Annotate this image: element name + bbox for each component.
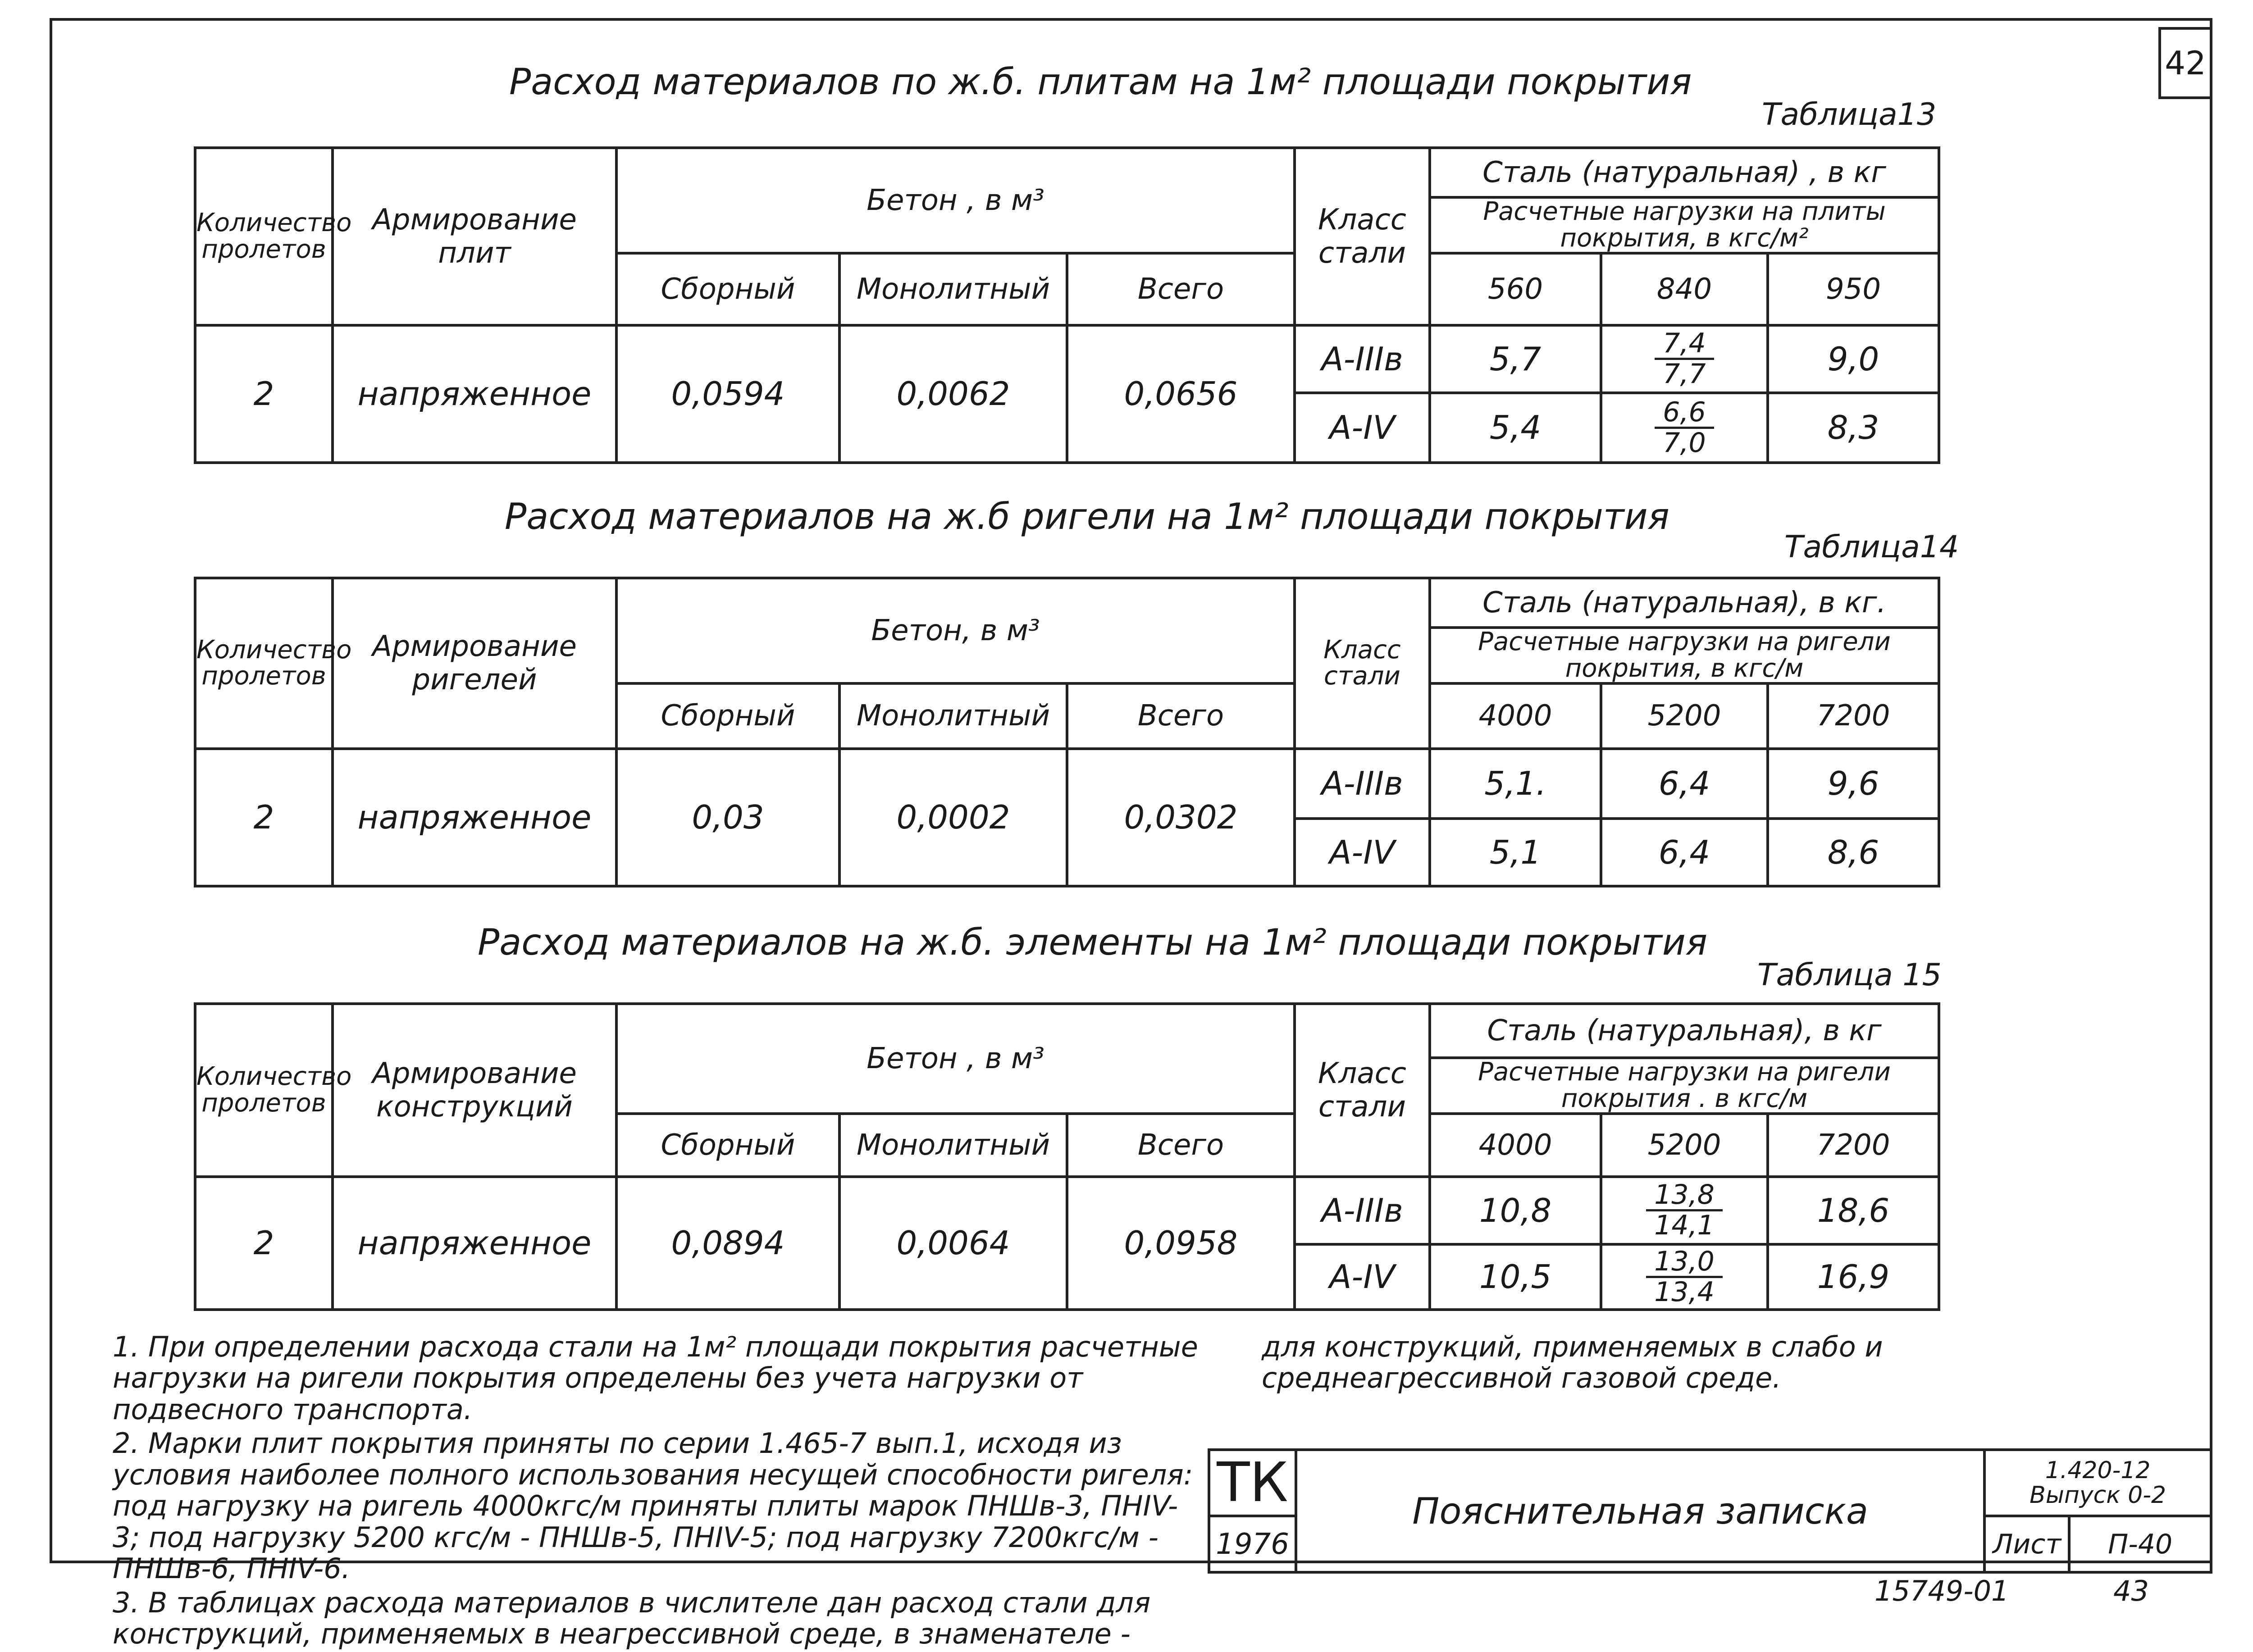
cell-class: А-IV [1295,819,1430,886]
cell-prefab: 0,0894 [616,1177,839,1310]
load-3-header: 950 [1768,253,1939,325]
fraction-numerator: 6,6 [1655,398,1714,429]
col-steel-header: Сталь (натуральная), в кг [1430,1004,1939,1058]
stamp-series [1984,1450,2211,1516]
col-loads-header: Расчетные нагрузки на плиты покрытия, в кгс/м² [1430,197,1939,253]
col-arm-header: Армирование ригелей [333,578,616,749]
footer-number: 43 [2113,1575,2149,1607]
cell-value: 5,1. [1430,749,1601,819]
load-1-header: 4000 [1430,683,1601,749]
cell-mono: 0,0064 [839,1177,1067,1310]
cell-value: 6,4 [1601,819,1768,886]
table15 [194,1002,1940,1311]
cell-value: 5,4 [1430,393,1601,463]
sheet-number: П-40 [2069,1516,2211,1572]
table14-number: Таблица14 [1784,529,1959,565]
cell-arm: напряженное [333,1177,616,1310]
cell-value: 9,0 [1768,325,1939,393]
cell-class: А-IV [1295,1244,1430,1310]
table13 [194,146,1940,464]
cell-prefab: 0,0594 [616,325,839,463]
fraction-numerator: 7,4 [1655,329,1714,360]
cell-prefab: 0,03 [616,749,839,886]
cell-fraction [1601,1244,1768,1310]
cell-total: 0,0656 [1067,325,1295,463]
table14 [194,577,1940,887]
col-concrete-header: Бетон , в м³ [616,1004,1295,1114]
col-class-header: Класс стали [1295,148,1430,325]
note-2: 2. Марки плит покрытия приняты по серии 1.465-7 вып.1, исходя из условия наиболее полного использования несущей способности ригеля: под нагрузку на ригель 4000кгс/м приняты плиты марок ПНШв-3, ПНIV-3; под нагрузку 5200 кгс/м - ПНШв-5, ПНIV-5; под нагрузку 7200кгс/м - ПНШв-6, ПНIV-6. [113,1427,1193,1585]
issue-number: Выпуск 0-2 [2030,1481,2166,1509]
col-arm-header: Армирование плит [333,148,616,325]
cell-class: А-IIIв [1295,325,1430,393]
load-2-header: 840 [1601,253,1768,325]
col-count-header: Количество пролетов [195,1004,333,1177]
table-row [195,1177,1939,1244]
col-concrete-header: Бетон, в м³ [616,578,1295,683]
cell-value: 10,8 [1430,1177,1601,1244]
cell-total: 0,0958 [1067,1177,1295,1310]
footer-code: 15749-01 [1874,1575,2009,1607]
cell-value: 8,3 [1768,393,1939,463]
table15-number: Таблица 15 [1757,957,1942,993]
cell-fraction [1601,393,1768,463]
table14-title: Расход материалов на ж.б ригели на 1м² площади покрытия [505,496,1669,537]
col-class-header: Класс стали [1295,1004,1430,1177]
cell-value: 5,1 [1430,819,1601,886]
fraction-denominator: 14,1 [1654,1210,1715,1242]
col-loads-header: Расчетные нагрузки на ригели покрытия, в кгс/м [1430,628,1939,683]
col-mono-header: Монолитный [839,253,1067,325]
col-arm-header: Армирование конструкций [333,1004,616,1177]
series-number: 1.420-12 [2045,1456,2151,1484]
fraction-numerator: 13,8 [1646,1181,1723,1211]
cell-fraction [1601,1177,1768,1244]
col-total-header: Всего [1067,1114,1295,1177]
sheet-label: Лист [1984,1516,2069,1572]
col-steel-header: Сталь (натуральная) , в кг [1430,148,1939,197]
col-concrete-header: Бетон , в м³ [616,148,1295,253]
page-number: 42 [2158,27,2212,99]
fraction-denominator: 7,7 [1663,358,1706,390]
cell-arm: напряженное [333,325,616,463]
fraction-numerator: 13,0 [1646,1247,1723,1278]
col-prefab-header: Сборный [616,683,839,749]
col-prefab-header: Сборный [616,1114,839,1177]
cell-count: 2 [195,325,333,463]
cell-value: 10,5 [1430,1244,1601,1310]
load-1-header: 4000 [1430,1114,1601,1177]
cell-value: 16,9 [1768,1244,1939,1310]
load-2-header: 5200 [1601,1114,1768,1177]
col-total-header: Всего [1067,683,1295,749]
cell-value: 6,4 [1601,749,1768,819]
table15-title: Расход материалов на ж.б. элементы на 1м² площади покрытия [478,921,1707,963]
cell-fraction [1601,325,1768,393]
cell-class: А-IIIв [1295,1177,1430,1244]
cell-arm: напряженное [333,749,616,886]
cell-count: 2 [195,1177,333,1310]
load-3-header: 7200 [1768,1114,1939,1177]
cell-count: 2 [195,749,333,886]
col-prefab-header: Сборный [616,253,839,325]
cell-mono: 0,0002 [839,749,1067,886]
col-total-header: Всего [1067,253,1295,325]
col-mono-header: Монолитный [839,683,1067,749]
col-count-header: Количество пролетов [195,148,333,325]
fraction-denominator: 13,4 [1654,1276,1715,1308]
stamp-year: 1976 [1209,1516,1296,1572]
load-3-header: 7200 [1768,683,1939,749]
table-row [195,325,1939,393]
col-steel-header: Сталь (натуральная), в кг. [1430,578,1939,628]
note-3: 3. В таблицах расхода материалов в числителе дан расход стали для конструкций, применяемых в неагрессивной среде, в знаменателе - [113,1586,1151,1650]
cell-value: 9,6 [1768,749,1939,819]
stamp-title: Пояснительная записка [1296,1450,1984,1572]
cell-total: 0,0302 [1067,749,1295,886]
cell-value: 5,7 [1430,325,1601,393]
col-loads-header: Расчетные нагрузки на ригели покрытия . в кгс/м [1430,1058,1939,1114]
col-class-header: Класс стали [1295,578,1430,749]
title-block [1208,1448,2212,1574]
cell-mono: 0,0062 [839,325,1067,463]
table13-number: Таблица13 [1762,97,1937,132]
table-row [195,749,1939,819]
cell-value: 8,6 [1768,819,1939,886]
stamp-logo: ТК [1209,1450,1296,1516]
col-count-header: Количество пролетов [195,578,333,749]
cell-class: А-IV [1295,393,1430,463]
note-1: 1. При определении расхода стали на 1м² площади покрытия расчетные нагрузки на ригели покрытия определены без учета нагрузки от подвесного транспорта. [113,1330,1198,1426]
note-3-continuation: для конструкций, применяемых в слабо и среднеагрессивной газовой среде. [1262,1330,1883,1395]
load-2-header: 5200 [1601,683,1768,749]
notes-left [113,1331,1203,1652]
cell-value: 18,6 [1768,1177,1939,1244]
fraction-denominator: 7,0 [1663,427,1706,459]
col-mono-header: Монолитный [839,1114,1067,1177]
load-1-header: 560 [1430,253,1601,325]
cell-class: А-IIIв [1295,749,1430,819]
table13-title: Расход материалов по ж.б. плитам на 1м² площади покрытия [509,61,1692,103]
